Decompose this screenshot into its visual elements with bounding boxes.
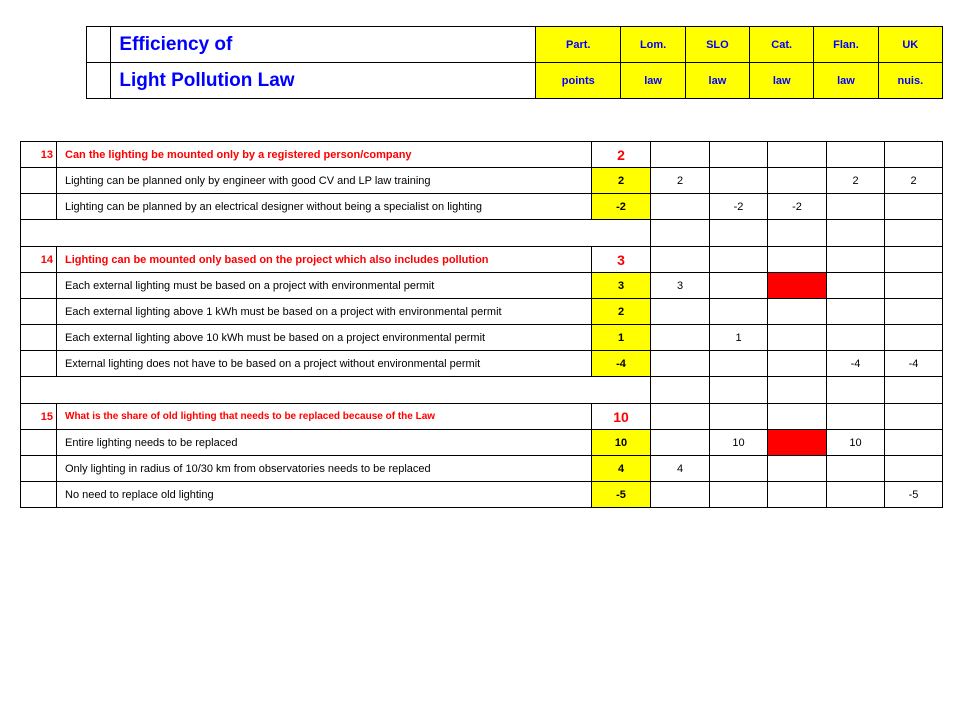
value-cell: 10 xyxy=(710,430,768,456)
value-cell: 2 xyxy=(651,168,710,194)
option-points: 3 xyxy=(592,273,651,299)
column-header-part: Part. xyxy=(536,27,621,63)
option-blank-cell xyxy=(21,168,57,194)
spacer-cell xyxy=(651,377,710,404)
spacer-cell xyxy=(710,220,768,247)
option-row xyxy=(21,325,943,351)
question-text: What is the share of old lighting that needs to be replaced because of the Law xyxy=(57,404,592,430)
value-cell xyxy=(710,482,768,508)
value-cell: 4 xyxy=(651,456,710,482)
value-cell xyxy=(827,456,885,482)
value-cell xyxy=(651,142,710,168)
column-header-cat: Cat. xyxy=(750,27,814,63)
value-cell xyxy=(710,142,768,168)
option-text: Lighting can be planned only by engineer with good CV and LP law training xyxy=(57,168,592,194)
value-cell xyxy=(651,325,710,351)
option-blank-cell xyxy=(21,482,57,508)
value-cell xyxy=(710,299,768,325)
value-cell xyxy=(768,142,827,168)
value-cell xyxy=(885,456,943,482)
option-row xyxy=(21,273,943,299)
question-points: 2 xyxy=(592,142,651,168)
option-points: -4 xyxy=(592,351,651,377)
value-cell xyxy=(827,325,885,351)
value-cell xyxy=(651,351,710,377)
value-cell xyxy=(768,325,827,351)
spacer-cell xyxy=(768,220,827,247)
question-points: 10 xyxy=(592,404,651,430)
option-blank-cell xyxy=(21,194,57,220)
spacer-row xyxy=(21,220,943,247)
value-cell: 2 xyxy=(885,168,943,194)
value-cell xyxy=(768,456,827,482)
value-cell xyxy=(827,194,885,220)
spacer-cell xyxy=(885,220,943,247)
value-cell xyxy=(651,299,710,325)
question-row xyxy=(21,247,943,273)
question-text: Can the lighting be mounted only by a registered person/company xyxy=(57,142,592,168)
question-number: 15 xyxy=(21,404,57,430)
value-cell xyxy=(710,247,768,273)
value-cell: 3 xyxy=(651,273,710,299)
column-subheader-cat: law xyxy=(750,63,814,99)
value-cell: -5 xyxy=(885,482,943,508)
question-number: 13 xyxy=(21,142,57,168)
option-row xyxy=(21,430,943,456)
option-row xyxy=(21,194,943,220)
spacer-cell xyxy=(710,377,768,404)
column-subheader-flan: law xyxy=(814,63,878,99)
spacer-cell xyxy=(827,377,885,404)
value-cell xyxy=(768,168,827,194)
value-cell xyxy=(885,142,943,168)
option-points: 4 xyxy=(592,456,651,482)
value-cell xyxy=(885,273,943,299)
value-cell xyxy=(827,247,885,273)
value-cell: -4 xyxy=(885,351,943,377)
value-cell xyxy=(885,404,943,430)
value-cell: 3 xyxy=(768,273,827,299)
spacer-cell xyxy=(651,220,710,247)
option-blank-cell xyxy=(21,325,57,351)
column-subheader-lom: law xyxy=(621,63,685,99)
value-cell xyxy=(651,194,710,220)
value-cell xyxy=(651,430,710,456)
question-points: 3 xyxy=(592,247,651,273)
value-cell xyxy=(885,194,943,220)
option-row xyxy=(21,456,943,482)
value-cell xyxy=(768,482,827,508)
option-text: Lighting can be planned by an electrical designer without being a specialist on lighting xyxy=(57,194,592,220)
option-row xyxy=(21,299,943,325)
page-title-line1: Efficiency of xyxy=(111,27,536,63)
value-cell xyxy=(768,299,827,325)
question-row xyxy=(21,142,943,168)
value-cell xyxy=(885,299,943,325)
value-cell: -2 xyxy=(710,194,768,220)
value-cell xyxy=(885,430,943,456)
spacer-cell xyxy=(885,377,943,404)
option-blank-cell xyxy=(21,456,57,482)
option-text: External lighting does not have to be based on a project without environmental permit xyxy=(57,351,592,377)
value-cell: 10 xyxy=(827,430,885,456)
value-cell xyxy=(651,482,710,508)
column-header-flan: Flan. xyxy=(814,27,878,63)
option-blank-cell xyxy=(21,351,57,377)
header-row-bottom xyxy=(87,63,943,99)
criteria-table-body xyxy=(21,142,943,508)
value-cell xyxy=(885,325,943,351)
value-cell: -4 xyxy=(827,351,885,377)
option-blank-cell xyxy=(21,430,57,456)
option-points: -5 xyxy=(592,482,651,508)
value-cell xyxy=(827,142,885,168)
option-text: No need to replace old lighting xyxy=(57,482,592,508)
spacer-cell xyxy=(21,377,651,404)
value-cell: 1 xyxy=(710,325,768,351)
value-cell xyxy=(827,273,885,299)
column-subheader-part: points xyxy=(536,63,621,99)
option-points: 1 xyxy=(592,325,651,351)
value-cell xyxy=(710,404,768,430)
value-cell xyxy=(710,351,768,377)
value-cell xyxy=(768,247,827,273)
option-blank-cell xyxy=(21,273,57,299)
value-cell xyxy=(768,404,827,430)
option-text: Each external lighting must be based on a project with environmental permit xyxy=(57,273,592,299)
value-cell: -2 xyxy=(768,194,827,220)
option-points: -2 xyxy=(592,194,651,220)
spacer-cell xyxy=(827,220,885,247)
value-cell xyxy=(827,482,885,508)
column-subheader-slo: law xyxy=(685,63,749,99)
option-text: Only lighting in radius of 10/30 km from observatories needs to be replaced xyxy=(57,456,592,482)
spacer-cell xyxy=(21,220,651,247)
header-blank-cell xyxy=(87,27,111,63)
value-cell xyxy=(651,404,710,430)
option-row xyxy=(21,351,943,377)
criteria-table xyxy=(20,141,943,508)
option-row xyxy=(21,482,943,508)
value-cell xyxy=(768,351,827,377)
value-cell xyxy=(651,247,710,273)
value-cell xyxy=(710,168,768,194)
value-cell: 10 xyxy=(768,430,827,456)
question-text: Lighting can be mounted only based on the project which also includes pollution xyxy=(57,247,592,273)
option-points: 2 xyxy=(592,299,651,325)
option-text: Each external lighting above 1 kWh must be based on a project with environmental permit xyxy=(57,299,592,325)
value-cell xyxy=(827,299,885,325)
option-text: Entire lighting needs to be replaced xyxy=(57,430,592,456)
spacer-cell xyxy=(768,377,827,404)
value-cell xyxy=(827,404,885,430)
header-row-top xyxy=(87,27,943,63)
option-points: 10 xyxy=(592,430,651,456)
question-row xyxy=(21,404,943,430)
spacer-row xyxy=(21,377,943,404)
column-header-slo: SLO xyxy=(685,27,749,63)
page-title-line2: Light Pollution Law xyxy=(111,63,536,99)
option-blank-cell xyxy=(21,299,57,325)
value-cell xyxy=(710,456,768,482)
column-subheader-uk: nuis. xyxy=(878,63,942,99)
option-text: Each external lighting above 10 kWh must be based on a project environmental permit xyxy=(57,325,592,351)
column-header-uk: UK xyxy=(878,27,942,63)
value-cell: 2 xyxy=(827,168,885,194)
option-row xyxy=(21,168,943,194)
column-header-lom: Lom. xyxy=(621,27,685,63)
value-cell xyxy=(710,273,768,299)
header-table xyxy=(86,26,943,99)
question-number: 14 xyxy=(21,247,57,273)
value-cell xyxy=(885,247,943,273)
header-blank-cell xyxy=(87,63,111,99)
option-points: 2 xyxy=(592,168,651,194)
